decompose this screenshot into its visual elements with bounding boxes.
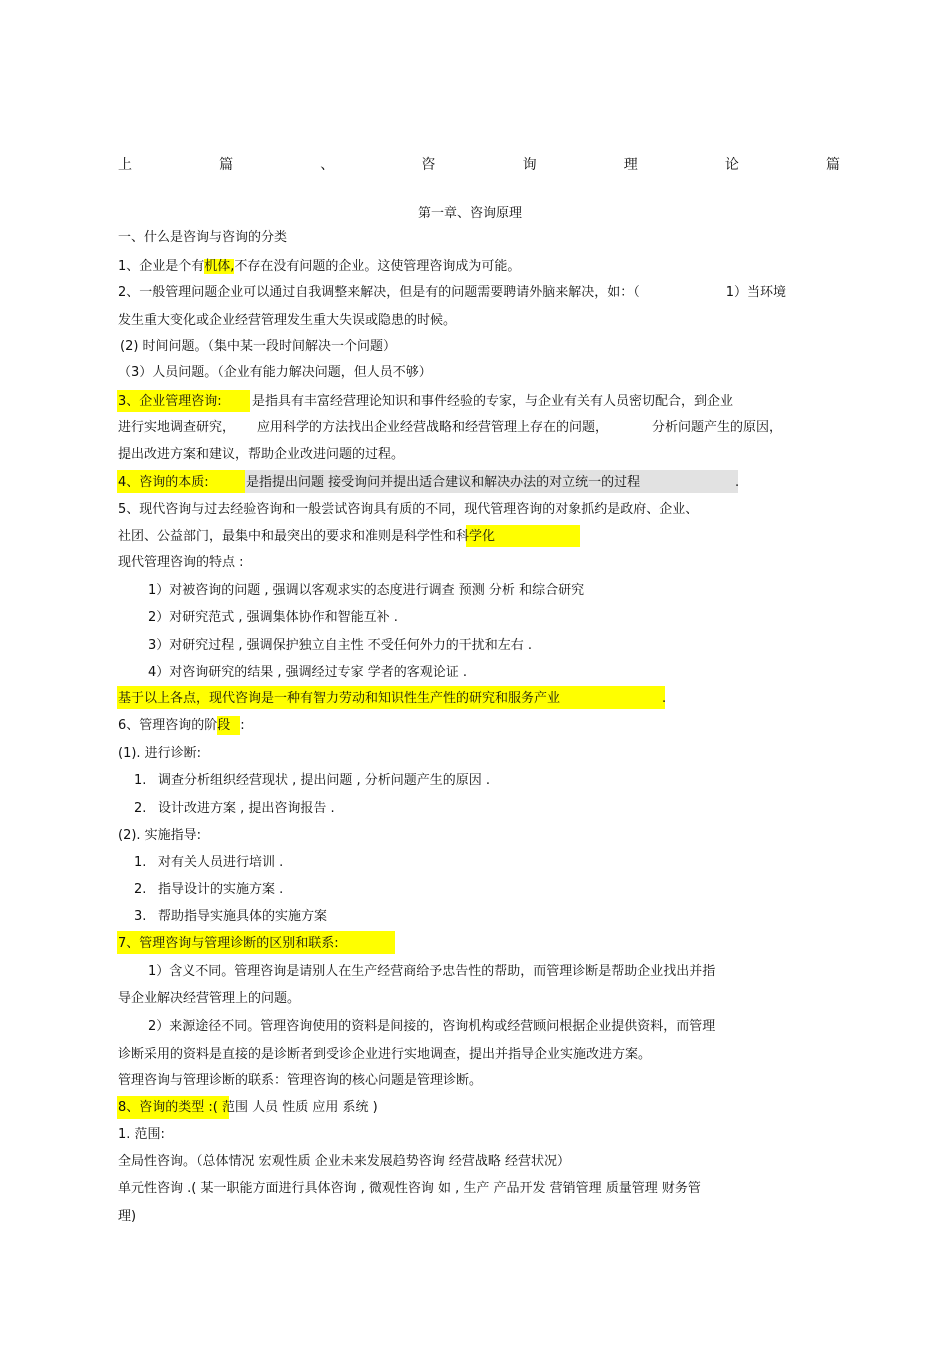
- text: 分析问题产生的原因，: [652, 420, 783, 435]
- text: 指导设计的实施方案 .: [158, 882, 284, 897]
- text: 不存在没有问题的企业。这使管理咨询成为可能。: [234, 259, 521, 274]
- stage-1-item: 2. 设计改进方案 , 提出咨询报告 .: [134, 801, 335, 816]
- highlight: 段: [217, 716, 240, 735]
- difference-2-line1: 2）来源途径不同。管理咨询使用的资料是间接的，咨询机构或经营顾问根据企业提供资料，而管理: [148, 1019, 716, 1034]
- range-item-2-line2: 理): [118, 1209, 137, 1224]
- stage-2-item: 3. 帮助指导实施具体的实施方案: [134, 909, 328, 924]
- difference-heading: 7、管理咨询与管理诊断的区别和联系:: [118, 936, 339, 951]
- paragraph-2-line2: 发生重大变化或企业经营管理发生重大失误或隐患的时候。: [118, 313, 457, 328]
- paragraph-2-item2: (2) 时间问题。（集中某一段时间解决一个问题）: [120, 339, 397, 354]
- feature-item: 3）对研究过程 , 强调保护独立自主性 不受任何外力的干扰和左右 .: [148, 638, 533, 653]
- text: 设计改进方案 , 提出咨询报告 .: [158, 801, 335, 816]
- paragraph-1: [118, 257, 520, 277]
- difference-2-line2: 诊断采用的资料是直接的是诊断者到受诊企业进行实地调查，提出并指导企业实施改进方案。: [118, 1047, 652, 1062]
- definition-heading: 3、企业管理咨询:: [118, 394, 222, 409]
- title-char: 上: [118, 157, 132, 173]
- summary-end: .: [662, 691, 667, 706]
- text: 2、一般管理问题企业可以通过自我调整来解决，但是有的问题需要聘请外脑来解决，如：（: [118, 285, 640, 300]
- paragraph-3-line3: 提出改进方案和建议，帮助企业改进问题的过程。: [118, 447, 405, 462]
- stage-1-item: 1. 调查分析组织经营现状 , 提出问题 , 分析问题产生的原因 .: [134, 773, 491, 788]
- features-heading: 现代管理咨询的特点 :: [118, 555, 244, 570]
- title-char: 论: [724, 157, 739, 173]
- stage-2-item: 2. 指导设计的实施方案 .: [134, 882, 284, 897]
- paragraph-2-item3: （3）人员问题。（企业有能力解决问题，但人员不够）: [118, 365, 432, 380]
- text: 进行实地调查研究，: [118, 420, 236, 435]
- title-char: 咨: [421, 157, 436, 173]
- title-char: 理: [623, 157, 638, 173]
- text: 帮助指导实施具体的实施方案: [158, 909, 328, 924]
- text: 对有关人员进行培训 .: [158, 855, 284, 870]
- title-char: 、: [320, 157, 335, 173]
- difference-1-line1: 1）含义不同。管理咨询是请别人在生产经营商给予忠告性的帮助，而管理诊断是帮助企业找出并指: [148, 964, 716, 979]
- highlight: 机体,: [204, 259, 235, 274]
- difference-1-line2: 导企业解决经营管理上的问题。: [118, 991, 301, 1006]
- summary-text: 基于以上各点，现代咨询是一种有智力劳动和知识性生产性的研究和服务产业: [118, 691, 561, 706]
- types-heading: [118, 1098, 378, 1118]
- text: 调查分析组织经营现状 , 提出问题 , 分析问题产生的原因 .: [158, 773, 491, 788]
- feature-item: 1）对被咨询的问题 , 强调以客观求实的态度进行调查 预测 分析 和综合研究: [148, 583, 585, 598]
- paragraph-3-line2: [118, 418, 782, 438]
- title-char: 篇: [825, 157, 840, 173]
- text: :: [240, 718, 245, 733]
- stage-1-heading: (1). 进行诊断:: [118, 746, 202, 761]
- page-title: [118, 154, 840, 174]
- essence-end: .: [735, 475, 740, 490]
- title-char: 询: [522, 157, 537, 173]
- text: 1）当环境: [725, 285, 787, 300]
- paragraph-3-line1: 是指具有丰富经营理论知识和事件经验的专家，与企业有关有人员密切配合，到企业: [252, 394, 734, 409]
- essence-heading: 4、咨询的本质:: [118, 475, 209, 490]
- text: ( 范围 人员 性质 应用 系统 ): [212, 1100, 378, 1115]
- text: 社团、公益部门，最集中和最突出的要求和准则是科学性: [118, 529, 444, 544]
- range-item-1: 全局性咨询。（总体情况 宏观性质 企业未来发展趋势咨询 经营战略 经营状况）: [118, 1154, 571, 1169]
- stage-2-item: 1. 对有关人员进行培训 .: [134, 855, 284, 870]
- text: 6、管理咨询的阶: [118, 718, 218, 733]
- paragraph-2-line1: [118, 283, 786, 303]
- range-heading: 1. 范围:: [118, 1127, 165, 1142]
- text: 和科学化: [443, 529, 496, 544]
- feature-item: 4）对咨询研究的结果 , 强调经过专家 学者的客观论证 .: [148, 665, 468, 680]
- essence-text: 是指提出问题 接受询问并提出适合建议和解决办法的对立统一的过程: [246, 475, 641, 490]
- relation-text: 管理咨询与管理诊断的联系：管理咨询的核心问题是管理诊断。: [118, 1073, 483, 1088]
- title-char: 篇: [219, 157, 234, 173]
- range-item-2-line1: 单元性咨询 .( 某一职能方面进行具体咨询 , 微观性咨询 如 , 生产 产品开发 营销管理 质量管理 财务管: [118, 1181, 701, 1196]
- paragraph-5-line1: 5、现代咨询与过去经验咨询和一般尝试咨询具有质的不同，现代管理咨询的对象抓约是政府、企业、: [118, 502, 699, 517]
- stages-heading: [118, 716, 245, 736]
- text: 8、咨询的类型 :: [118, 1100, 213, 1115]
- section-heading: 一、什么是咨询与咨询的分类: [118, 230, 288, 245]
- text: 1、企业是个有: [118, 259, 205, 274]
- paragraph-5-line2: [118, 527, 495, 547]
- feature-item: 2）对研究范式 , 强调集体协作和智能互补 .: [148, 610, 398, 625]
- text: 应用科学的方法找出企业经营战略和经营管理上存在的问题，: [257, 420, 609, 435]
- chapter-title: 第一章、咨询原理: [417, 206, 522, 221]
- stage-2-heading: (2). 实施指导:: [118, 828, 202, 843]
